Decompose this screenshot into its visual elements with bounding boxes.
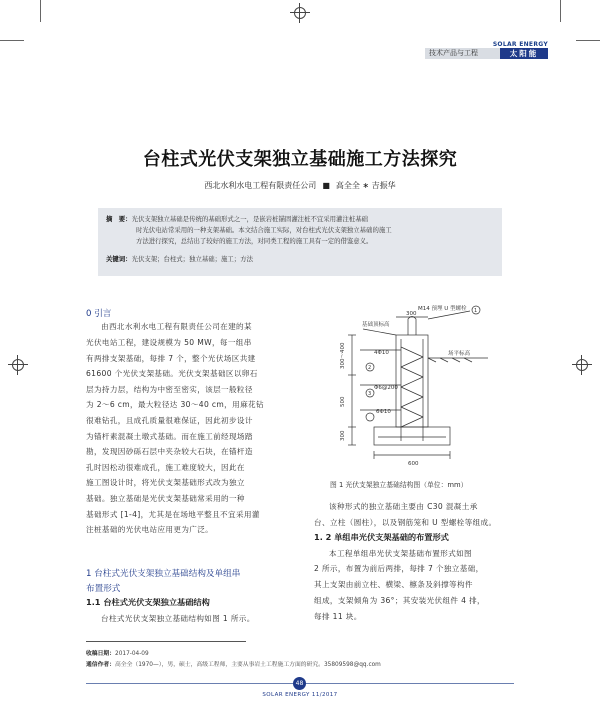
keywords-line bbox=[106, 254, 253, 265]
paragraph-1-1: 台柱式光伏支架独立基础结构如图 1 所示。 bbox=[101, 614, 255, 623]
abstract-line-1: 摘 要：光伏支架独立基础是传统的基础形式之一，是嵌岩桩锚固灌注桩不宜采用灌注桩基础 bbox=[106, 215, 369, 223]
article-title: 台柱式光伏支架独立基础施工方法探究 bbox=[142, 149, 458, 170]
affiliation: 西北水利水电工程有限责任公司 bbox=[204, 181, 317, 190]
subsection-heading-1-2: 1. 2 单组串光伏支架基础的布置形式 bbox=[314, 532, 449, 542]
right-paragraph-a-1: 该种形式的独立基础主要由 C30 混凝土承 bbox=[329, 502, 478, 511]
dim-left-2: 500 bbox=[340, 396, 346, 407]
label-bolt: M14 预埋 U 型螺栓 bbox=[418, 306, 467, 312]
right-paragraph-a-2: 台、立柱（圆柱），以及钢筋笼和 U 型螺栓等组成。 bbox=[314, 518, 497, 527]
article-byline: 西北水利水电工程有限责任公司 ■ 高全全 ∗ 吉振华 bbox=[204, 181, 396, 190]
abstract-line-2: 时光伏电站常采用的一种支架基础。本文结合施工实际，对台柱式光伏支架独立基础的施工 bbox=[136, 226, 392, 234]
dim-top: 300 bbox=[406, 311, 417, 317]
abstract-line-3: 方法进行探究，总结出了较好的施工方法，对同类工程的施工具有一定的借鉴意义。 bbox=[136, 237, 373, 245]
authors: 高全全 ∗ 吉振华 bbox=[335, 181, 396, 190]
footnote-received: 收稿日期：2017-04-09 bbox=[86, 651, 149, 657]
crop-mark bbox=[40, 0, 41, 22]
label-foundation-top: 基础顶标高 bbox=[362, 322, 390, 328]
callout-3: 3 bbox=[368, 391, 372, 397]
crop-mark bbox=[560, 0, 561, 22]
label-rebar-1: 4Φ10 bbox=[374, 350, 389, 356]
registration-mark-top bbox=[290, 3, 310, 23]
dim-left-3: 300 bbox=[340, 430, 346, 441]
keywords: 光伏支架；台柱式；独立基础；施工；方法 bbox=[131, 255, 253, 263]
section-heading-1-cont: 布置形式 bbox=[86, 584, 121, 594]
page-number: 48 bbox=[293, 677, 306, 690]
figure-caption: 图 1 光伏支架独立基础结构图（单位：mm） bbox=[330, 481, 468, 489]
footnote-rule bbox=[86, 641, 246, 642]
dim-bottom: 600 bbox=[408, 461, 419, 467]
header-column: 太阳能 bbox=[500, 48, 548, 59]
abstract-box bbox=[98, 208, 502, 276]
abstract-label: 摘 要： bbox=[106, 215, 132, 223]
callout-1: 1 bbox=[474, 308, 478, 314]
section-heading-0: 0 引言 bbox=[86, 309, 112, 319]
crop-mark bbox=[576, 40, 600, 41]
footnote-author: 通信作者：高全全（1970—），男，硕士，高级工程师，主要从事岩土工程施工方面的研究。35809598@qq.com bbox=[86, 662, 381, 668]
subsection-heading-1-1: 1.1 台柱式光伏支架独立基础结构 bbox=[86, 597, 210, 607]
section-heading-1: 1 台柱式光伏支架独立基础结构及单组串 bbox=[86, 569, 241, 579]
header-journal-en: SOLAR ENERGY bbox=[492, 41, 548, 48]
registration-mark-left bbox=[8, 355, 28, 375]
keywords-label: 关键词： bbox=[106, 255, 132, 263]
registration-mark-right bbox=[572, 355, 592, 375]
label-rebar-3: 6Φ10 bbox=[376, 409, 391, 415]
crop-mark bbox=[0, 40, 24, 41]
foundation-structure-figure bbox=[318, 305, 518, 475]
footer-journal: SOLAR ENERGY 11/2017 bbox=[262, 692, 338, 698]
dim-left-1: 300～400 bbox=[340, 342, 346, 369]
callout-2: 2 bbox=[368, 365, 372, 371]
header-category: 技术产品与工程 bbox=[429, 49, 478, 57]
label-ground: 场平标高 bbox=[448, 351, 471, 357]
label-rebar-2: Φ6@200 bbox=[374, 385, 398, 391]
